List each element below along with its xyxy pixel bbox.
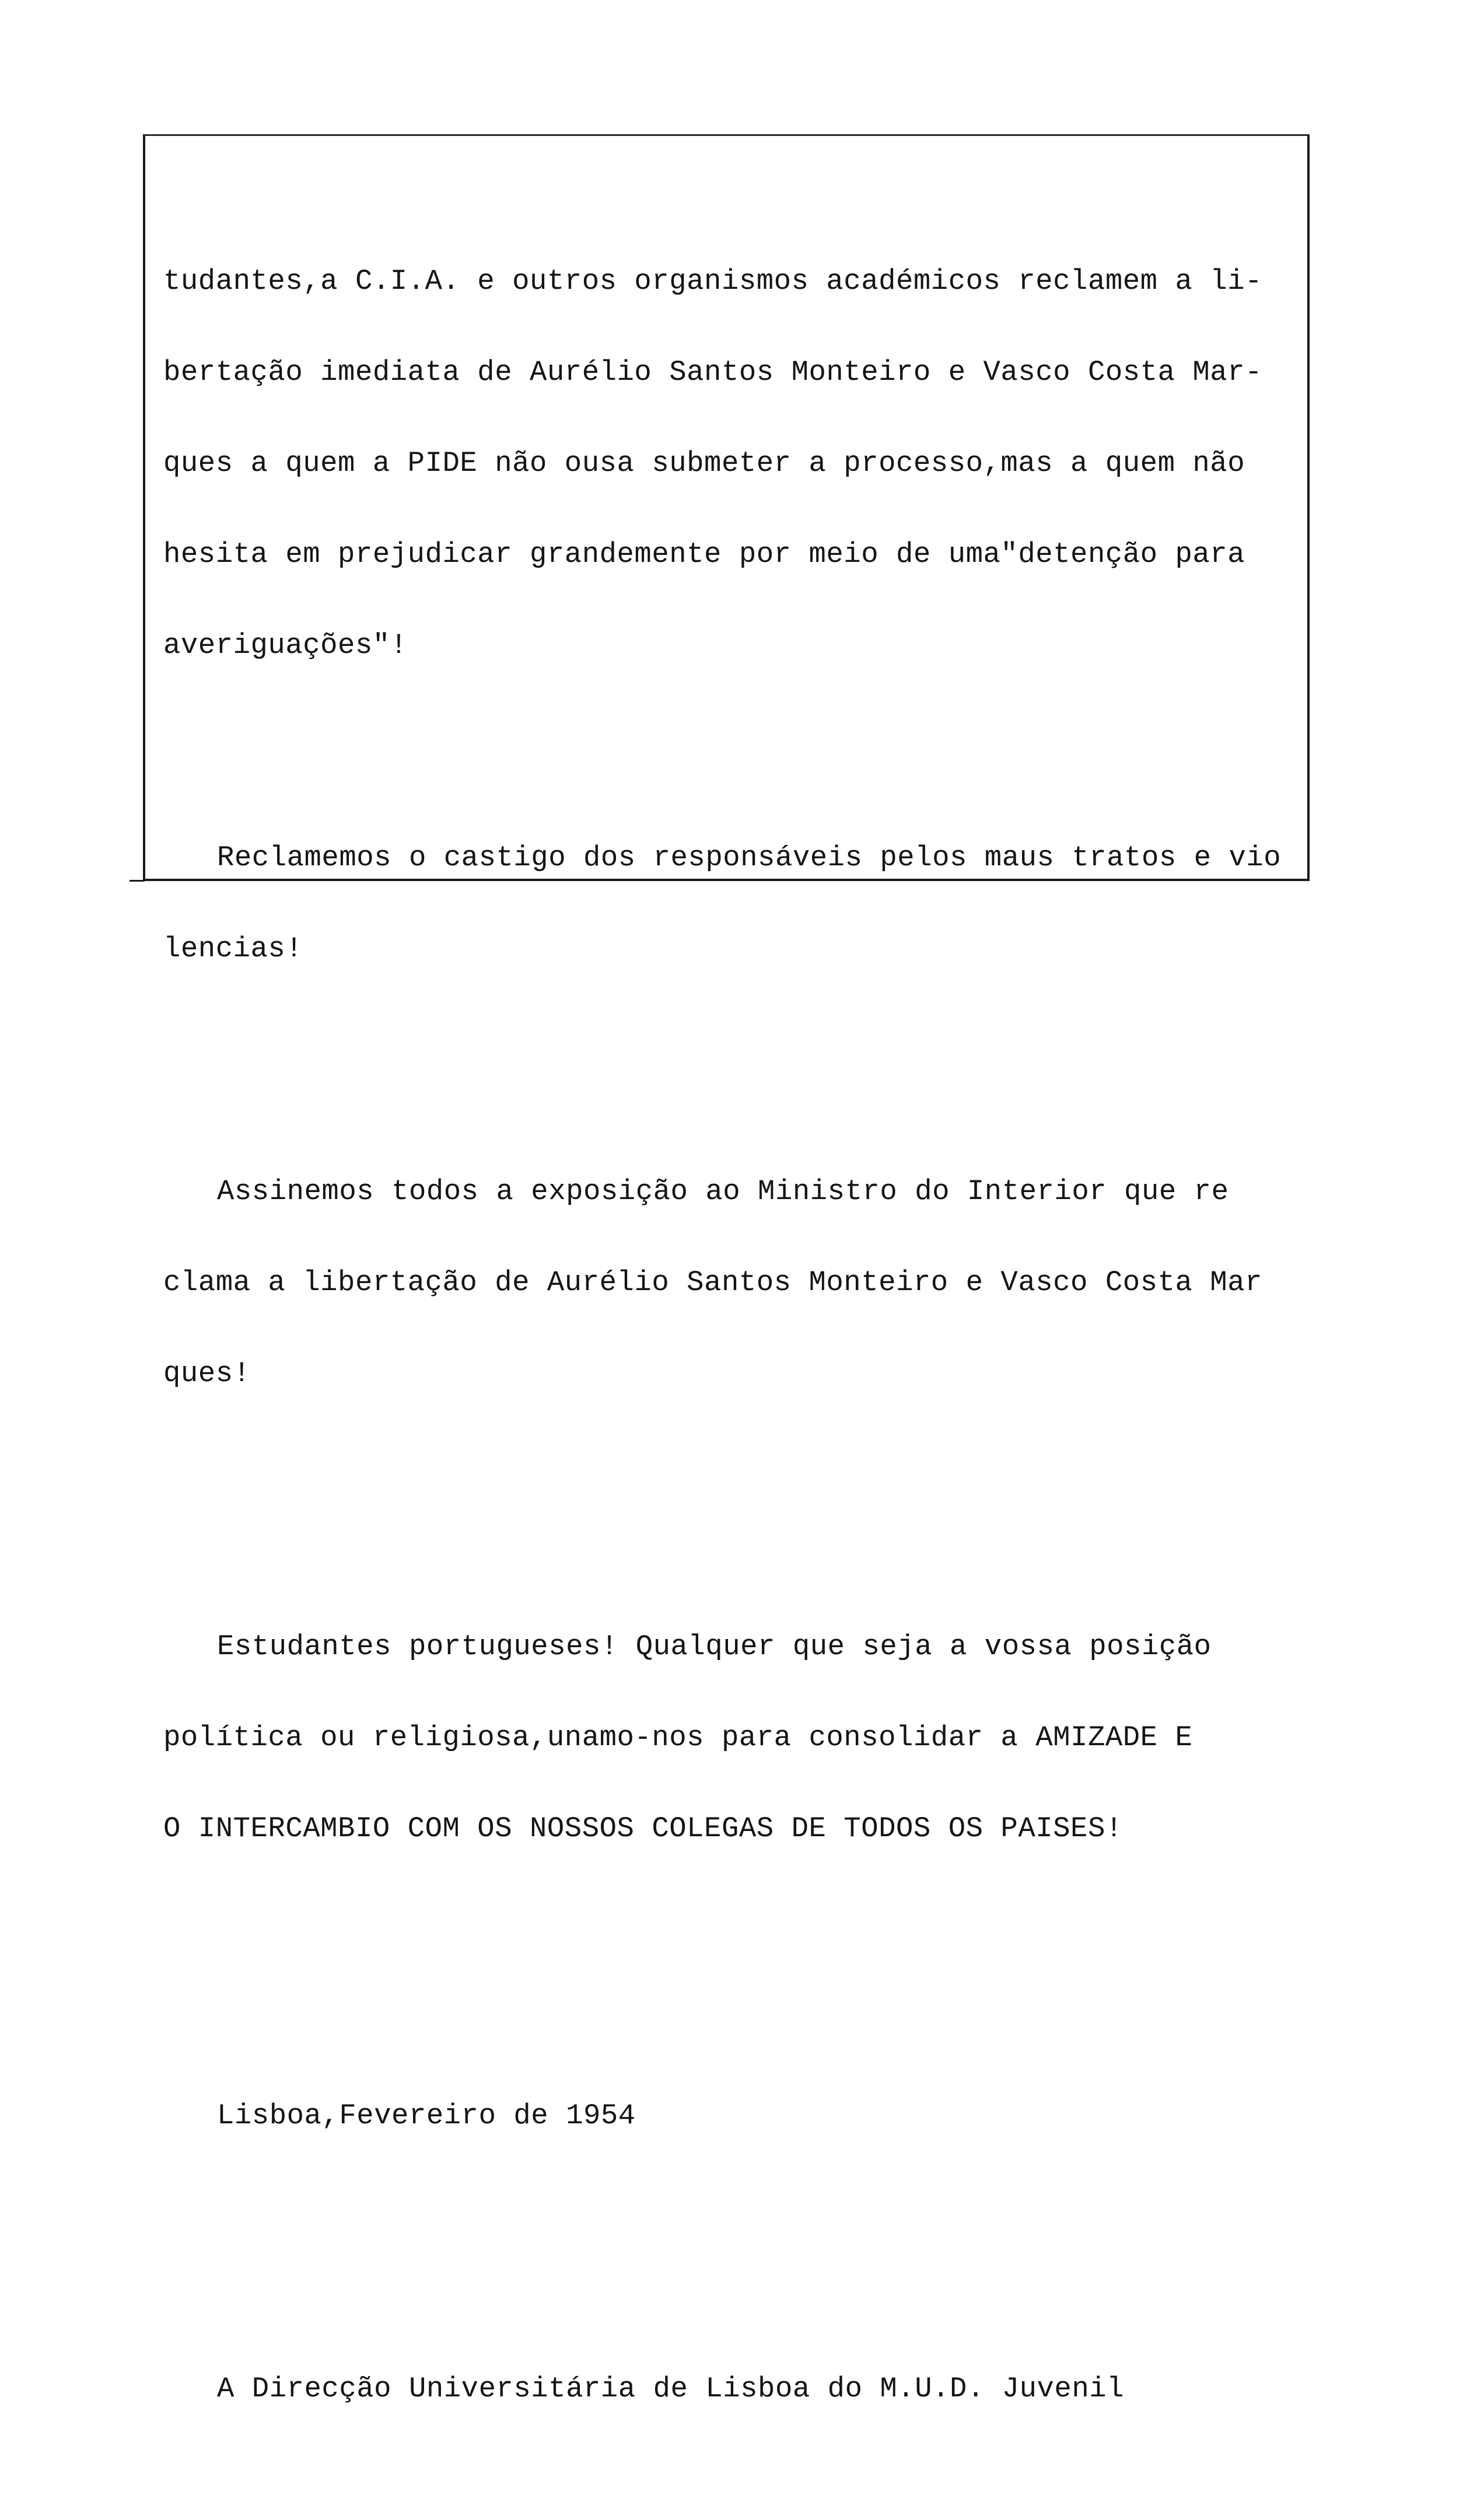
text-line: tudantes,a C.I.A. e outros organismos académicos reclamem a li- (163, 265, 1263, 298)
text-line: Assinemos todos a exposição ao Ministro do Interior que re (217, 1175, 1229, 1208)
text-line: Estudantes portugueses! Qualquer que seja a vossa posição (217, 1630, 1212, 1663)
text-line: clama a libertação de Aurélio Santos Monteiro e Vasco Costa Mar (163, 1266, 1263, 1299)
paragraph-4 (163, 1571, 1307, 1905)
text-line: ques a quem a PIDE não ousa submeter a processo,mas a quem não (163, 447, 1245, 480)
paragraph-1 (163, 205, 1307, 721)
text-line: bertação imediata de Aurélio Santos Monteiro e Vasco Costa Mar- (163, 356, 1263, 389)
text-line: hesita em prejudicar grandemente por meio de uma"detenção para (163, 538, 1245, 571)
text-line: averiguações"! (163, 629, 408, 662)
text-line: política ou religiosa,unamo-nos para consolidar a AMIZADE E (163, 1721, 1193, 1754)
paragraph-3 (163, 1116, 1307, 1449)
signature (163, 2313, 1307, 2465)
signature-line: A Direcção Universitária de Lisboa do M.U.D. Juvenil (217, 2372, 1125, 2405)
place-date-line: Lisboa,Fevereiro de 1954 (217, 2099, 636, 2132)
text-line: ques! (163, 1357, 251, 1390)
text-line: O INTERCAMBIO COM OS NOSSOS COLEGAS DE TODOS OS PAISES! (163, 1812, 1123, 1845)
text-line: lencias! (163, 932, 303, 965)
paragraph-2 (163, 782, 1307, 1025)
text-line: Reclamemos o castigo dos responsáveis pelos maus tratos e vio (217, 841, 1282, 874)
place-date (163, 2040, 1307, 2192)
frame-corner-mark (130, 880, 145, 882)
typewritten-text (163, 145, 1307, 2495)
